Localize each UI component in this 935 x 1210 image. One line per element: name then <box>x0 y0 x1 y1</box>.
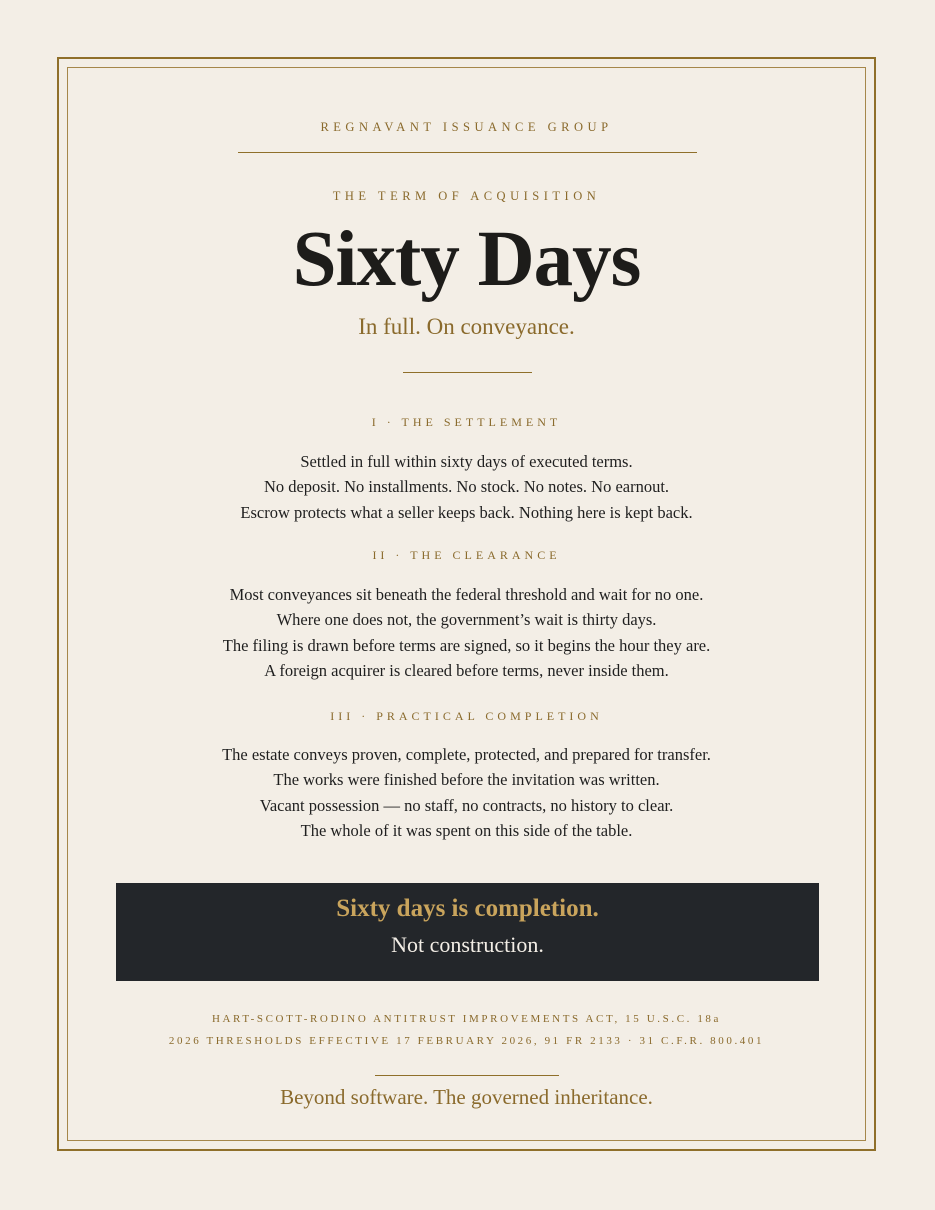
banner-headline: Sixty days is completion. <box>336 895 599 922</box>
body-line: The works were finished before the invitation was written. <box>273 770 660 790</box>
section-settlement-body <box>68 449 865 525</box>
middle-divider <box>403 372 532 373</box>
body-line: Most conveyances sit beneath the federal threshold and wait for no one. <box>229 585 704 604</box>
body-line: Where one does not, the government’s wait is thirty days. <box>276 610 657 630</box>
page-subtitle: In full. On conveyance. <box>358 314 575 339</box>
kicker-heading: THE TERM OF ACQUISITION <box>332 189 601 203</box>
section-settlement-heading: I · THE SETTLEMENT <box>371 415 562 429</box>
page-title: Sixty Days <box>292 216 641 303</box>
legal-citation-line: 2026 THRESHOLDS EFFECTIVE 17 FEBRUARY 2026, 91 FR 2133 · 31 C.F.R. 800.401 <box>168 1035 765 1047</box>
section-clearance-body <box>68 582 865 683</box>
body-line: No deposit. No installments. No stock. No notes. No earnout. <box>263 477 670 497</box>
legal-citation-line: HART-SCOTT-RODINO ANTITRUST IMPROVEMENTS ACT, 15 U.S.C. 18a <box>211 1013 722 1025</box>
body-line: Vacant possession — no staff, no contracts, no history to clear. <box>259 795 674 815</box>
body-line: The estate conveys proven, complete, protected, and prepared for transfer. <box>222 745 711 764</box>
section-clearance-heading: II · THE CLEARANCE <box>372 548 561 562</box>
banner-subline: Not construction. <box>391 932 544 957</box>
body-line: Escrow protects what a seller keeps back. Nothing here is kept back. <box>240 502 693 522</box>
tagline: Beyond software. The governed inheritance. <box>280 1085 653 1109</box>
completion-banner <box>116 883 819 981</box>
section-completion-body <box>68 742 865 843</box>
body-line: A foreign acquirer is cleared before terms, never inside them. <box>264 660 669 680</box>
org-name: REGNAVANT ISSUANCE GROUP <box>320 120 613 134</box>
body-line: The whole of it was spent on this side of the table. <box>300 820 633 840</box>
body-line: The filing is drawn before terms are signed, so it begins the hour they are. <box>222 635 711 655</box>
section-completion-heading: III · PRACTICAL COMPLETION <box>330 709 603 723</box>
bottom-divider <box>375 1075 559 1076</box>
top-divider <box>238 152 697 153</box>
body-line: Settled in full within sixty days of executed terms. <box>300 452 633 471</box>
